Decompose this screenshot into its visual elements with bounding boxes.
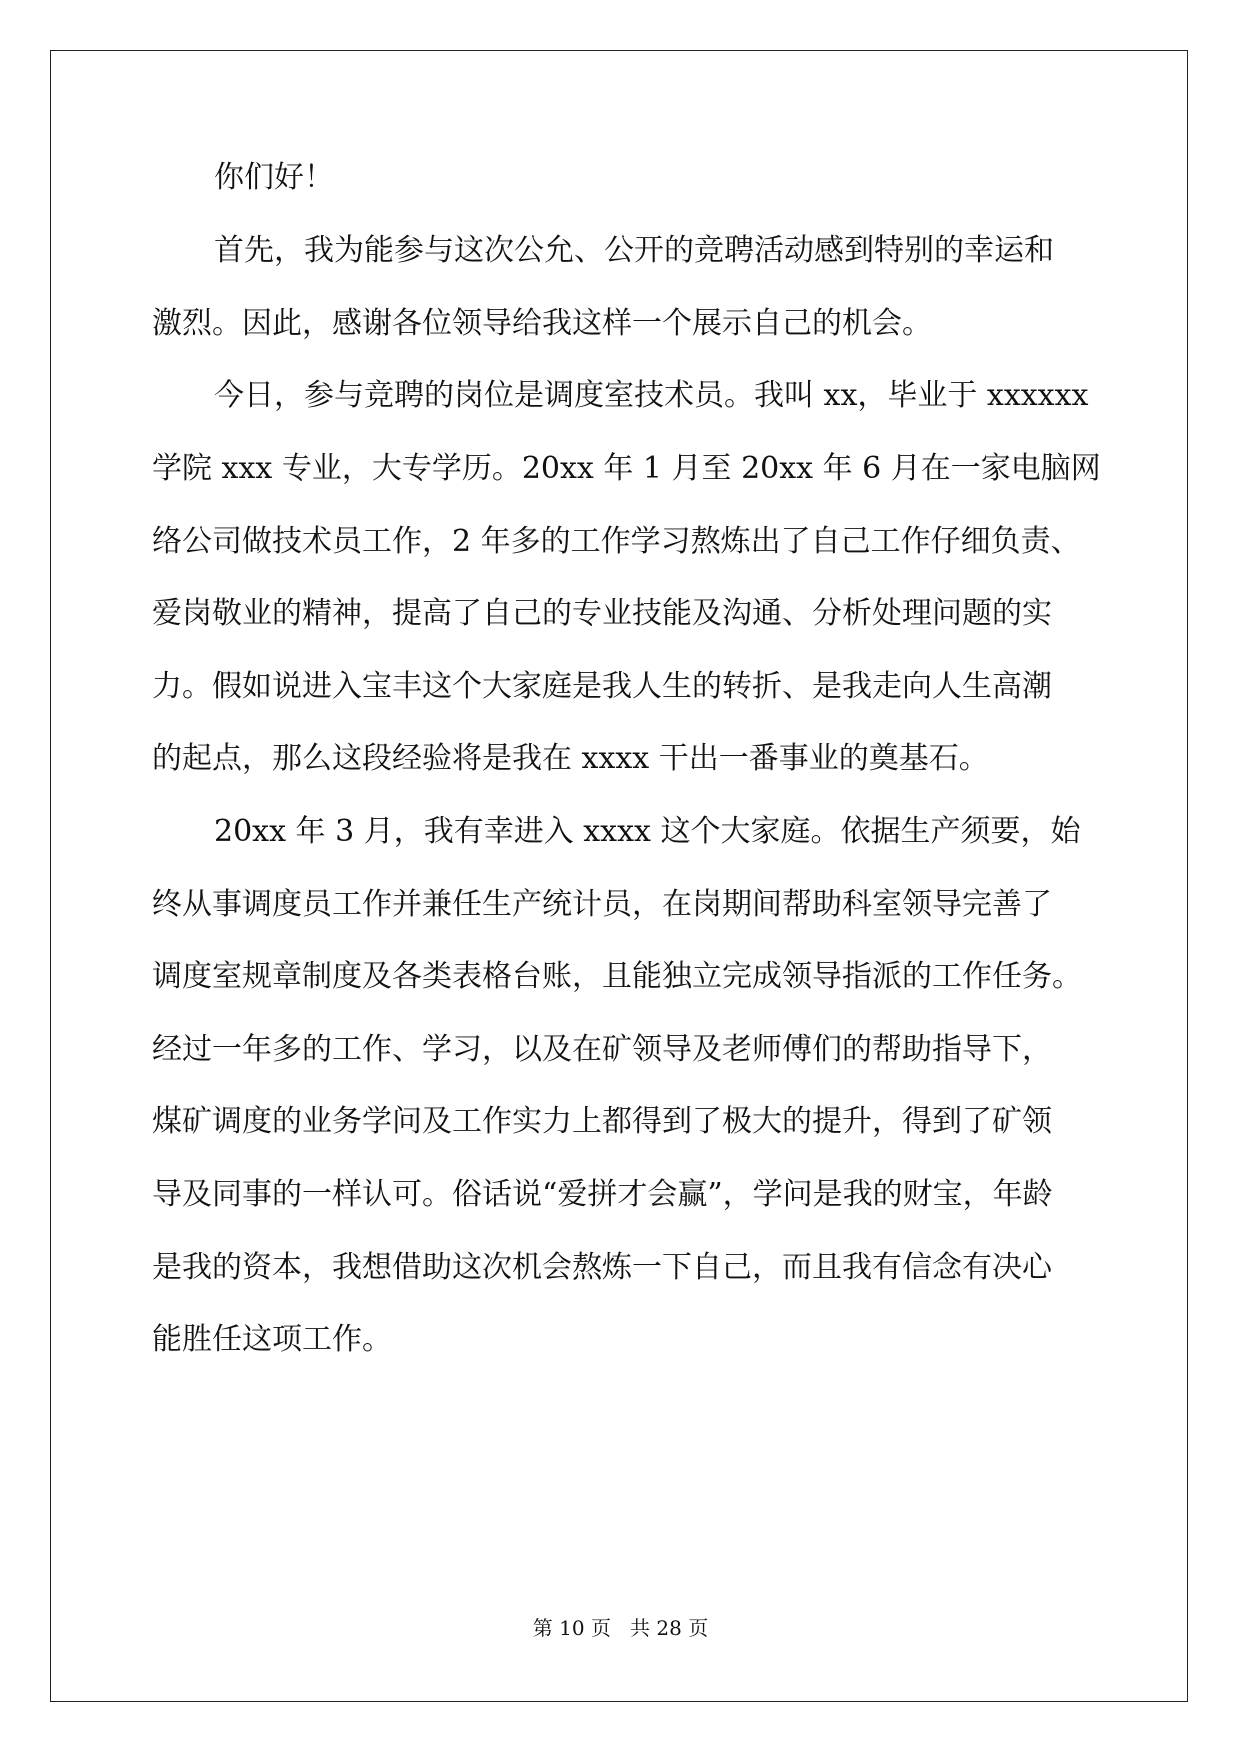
- paragraph-1-line-1: 首先，我为能参与这次公允、公开的竞聘活动感到特别的幸运和: [214, 233, 1054, 268]
- paragraph-3-line-7: 是我的资本，我想借助这次机会熬炼一下自己，而且我有信念有决心: [152, 1250, 1052, 1285]
- page-number-footer: 第 10 页 共 28 页: [532, 1616, 709, 1640]
- paragraph-2-line-5: 力。假如说进入宝丰这个大家庭是我人生的转折、是我走向人生高潮: [152, 669, 1052, 704]
- paragraph-1-line-2: 激烈。因此，感谢各位领导给我这样一个展示自己的机会。: [152, 306, 932, 341]
- paragraph-3-line-6: 导及同事的一样认可。俗话说“爱拼才会赢”，学问是我的财宝，年龄: [152, 1177, 1053, 1212]
- paragraph-3-line-2: 终从事调度员工作并兼任生产统计员，在岗期间帮助科室领导完善了: [152, 887, 1052, 922]
- paragraph-2-line-6: 的起点，那么这段经验将是我在 xxxx 干出一番事业的奠基石。: [152, 741, 989, 776]
- paragraph-2-line-2: 学院 xxx 专业，大专学历。20xx 年 1 月至 20xx 年 6 月在一家电脑网: [152, 451, 1101, 486]
- paragraph-2-line-1: 今日，参与竞聘的岗位是调度室技术员。我叫 xx，毕业于 xxxxxx: [214, 378, 1089, 413]
- page-border: [50, 50, 1188, 1702]
- greeting-line: 你们好！: [214, 160, 334, 195]
- paragraph-2-line-4: 爱岗敬业的精神，提高了自己的专业技能及沟通、分析处理问题的实: [152, 596, 1052, 631]
- paragraph-3-line-1: 20xx 年 3 月，我有幸进入 xxxx 这个大家庭。依据生产须要，始: [214, 814, 1081, 849]
- paragraph-3-line-5: 煤矿调度的业务学问及工作实力上都得到了极大的提升，得到了矿领: [152, 1104, 1052, 1139]
- paragraph-2-line-3: 络公司做技术员工作，2 年多的工作学习熬炼出了自己工作仔细负责、: [152, 524, 1081, 559]
- paragraph-3-line-3: 调度室规章制度及各类表格台账，且能独立完成领导指派的工作任务。: [152, 959, 1082, 994]
- paragraph-3-line-8: 能胜任这项工作。: [152, 1322, 392, 1357]
- paragraph-3-line-4: 经过一年多的工作、学习，以及在矿领导及老师傅们的帮助指导下，: [152, 1032, 1052, 1067]
